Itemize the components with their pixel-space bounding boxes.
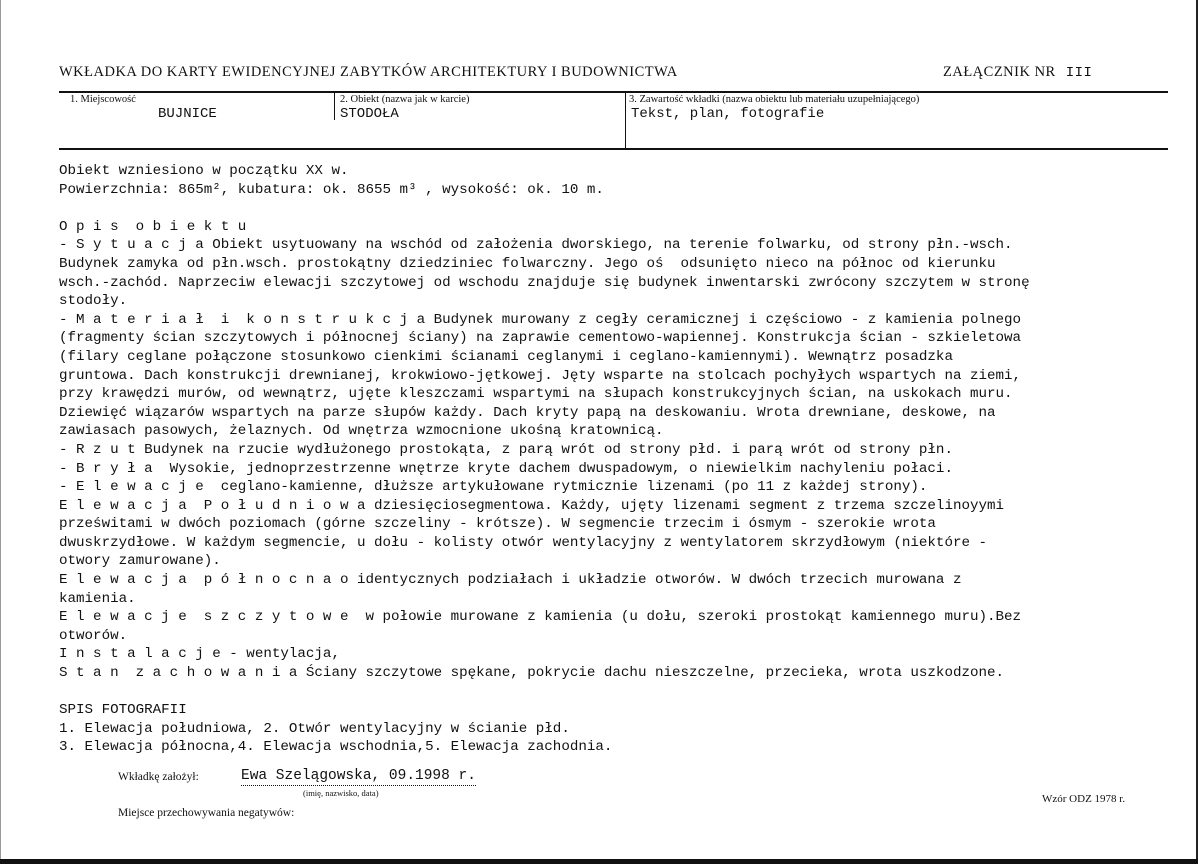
description-line: wsch.-zachód. Naprzeciw elewacji szczytowej od wschodu znajduje się budynek inwentarski zwrócony szczytem w stronę <box>59 274 1030 291</box>
compiled-by-hint: (imię, nazwisko, data) <box>303 788 379 798</box>
description-line: Obiekt wzniesiono w początku XX w. <box>59 163 349 179</box>
object-label: 2. Obiekt (nazwa jak w karcie) <box>340 94 470 105</box>
description-line: Powierzchnia: 865m², kubatura: ok. 8655 m³ , wysokość: ok. 10 m. <box>59 181 604 198</box>
description-line: zawiasach pasowych, żelaznych. Od wnętrza wzmocnione ukośną kratownicą. <box>59 423 664 440</box>
description-line: - S y t u a c j a Obiekt usytuowany na wschód od założenia dworskiego, na terenie folwarku, od strony płn.-wsch. <box>59 237 1013 254</box>
description-line: otworów. <box>59 627 128 644</box>
description-line: 3. Elewacja północna,4. Elewacja wschodnia,5. Elewacja zachodnia. <box>59 739 613 756</box>
description-body <box>59 162 1167 757</box>
description-line: (fragmenty ścian szczytowych i północnej ściany) na zaprawie cementowo-wapiennej. Konstrukcja ścian - szkieletowa <box>59 330 1022 347</box>
description-line: - M a t e r i a ł i k o n s t r u k c j a Budynek murowany z cegły ceramicznej i częściowo - z kamienia polnego <box>59 311 1022 328</box>
description-line: kamienia. <box>59 590 136 607</box>
table-top-rule <box>59 91 1168 93</box>
description-line: E l e w a c j e s z c z y t o w e w połowie murowane z kamienia (u dołu, szeroki prostokąt kamiennego muru).Bez <box>59 609 1022 626</box>
description-line: E l e w a c j a p ó ł n o c n a o identycznych podziałach i układzie otworów. W dwóch trzecich murowana z <box>59 572 962 589</box>
locality-label: 1. Miejscowość <box>70 94 136 105</box>
description-line: S t a n z a c h o w a n i a Ściany szczytowe spękane, pokrycie dachu nieszczelne, przecieka, wrota uszkodzone. <box>59 665 1005 682</box>
description-line: Dziewięć wiązarów wspartych na parze słupów każdy. Dach kryty papą na deskowaniu. Wrota drewniane, deskowe, na <box>59 404 996 421</box>
description-line: E l e w a c j a P o ł u d n i o w a dziesięciosegmentowa. Każdy, ujęty lizenami segment z trzema szczelinoyymi <box>59 497 1005 514</box>
form-title: WKŁADKA DO KARTY EWIDENCYJNEJ ZABYTKÓW ARCHITEKTURY I BUDOWNICTWA <box>59 64 678 80</box>
table-divider-2 <box>625 92 626 149</box>
description-line <box>59 199 1167 218</box>
description-line: - R z u t Budynek na rzucie wydłużonego prostokąta, z parą wrót od strony płd. i parą wrót od strony płn. <box>59 441 953 458</box>
form-model-label: Wzór ODZ 1978 r. <box>1042 793 1126 805</box>
annex-heading <box>943 64 1092 81</box>
compiled-by-label: Wkładkę założył: <box>118 771 199 783</box>
annex-label: ZAŁĄCZNIK NR <box>943 64 1056 80</box>
description-line: O p i s o b i e k t u <box>59 218 247 235</box>
table-bottom-rule <box>59 148 1168 150</box>
object-value: STODOŁA <box>340 106 399 122</box>
description-line: przy krawędzi murów, od wewnątrz, ujęte kleszczami wspartymi na słupach konstrukcyjnych ścian, na uskokach muru. <box>59 386 1013 403</box>
description-line: Budynek zamyka od płn.wsch. prostokątny dziedziniec folwarczny. Jego oś odsunięto nieco na północ od kierunku <box>59 255 996 272</box>
description-line: I n s t a l a c j e - wentylacja, <box>59 646 340 663</box>
description-line: - E l e w a c j e ceglano-kamienne, dłuższe artykułowane rytmicznie lizenami (po 11 z każdej strony). <box>59 479 928 496</box>
description-line: 1. Elewacja południowa, 2. Otwór wentylacyjny w ścianie płd. <box>59 720 570 737</box>
scan-edge-left <box>0 0 1 864</box>
contents-value: Tekst, plan, fotografie <box>631 106 825 122</box>
description-line: stodoły. <box>59 293 128 310</box>
description-line: otwory zamurowane). <box>59 553 221 570</box>
description-line <box>59 683 1167 702</box>
annex-number: III <box>1065 65 1093 81</box>
locality-value: BUJNICE <box>158 106 217 122</box>
description-line: dwuskrzydłowe. W każdym segmencie, u dołu - kolisty otwór wentylacyjny z wentylatorem skrzydłowym (niektóre - <box>59 534 988 551</box>
table-divider-1 <box>334 92 335 120</box>
negatives-place-label: Miejsce przechowywania negatywów: <box>118 807 295 819</box>
description-line: SPIS FOTOGRAFII <box>59 702 187 719</box>
description-line: (filary ceglane połączone stosunkowo cienkimi ścianami ceglanymi i ceglano-kamiennymi). Wewnątrz posadzka <box>59 348 953 365</box>
contents-label: 3. Zawartość wkładki (nazwa obiektu lub materiału uzupełniającego) <box>629 94 920 105</box>
compiled-by-value: Ewa Szelągowska, 09.1998 r. <box>241 768 476 784</box>
scan-edge-bottom <box>0 859 1198 864</box>
description-line: - B r y ł a Wysokie, jednoprzestrzenne wnętrze kryte dachem dwuspadowym, o niewielkim nachyleniu połaci. <box>59 460 953 477</box>
description-line: prześwitami w dwóch poziomach (górne szczeliny - krótsze). W segmencie trzecim i ósmym - szerokie wrota <box>59 516 936 533</box>
description-line: gruntowa. Dach konstrukcji drewnianej, krokwiowo-jętkowej. Jęty wsparte na stolcach pochyłych wspartych na ziemi, <box>59 367 1022 384</box>
